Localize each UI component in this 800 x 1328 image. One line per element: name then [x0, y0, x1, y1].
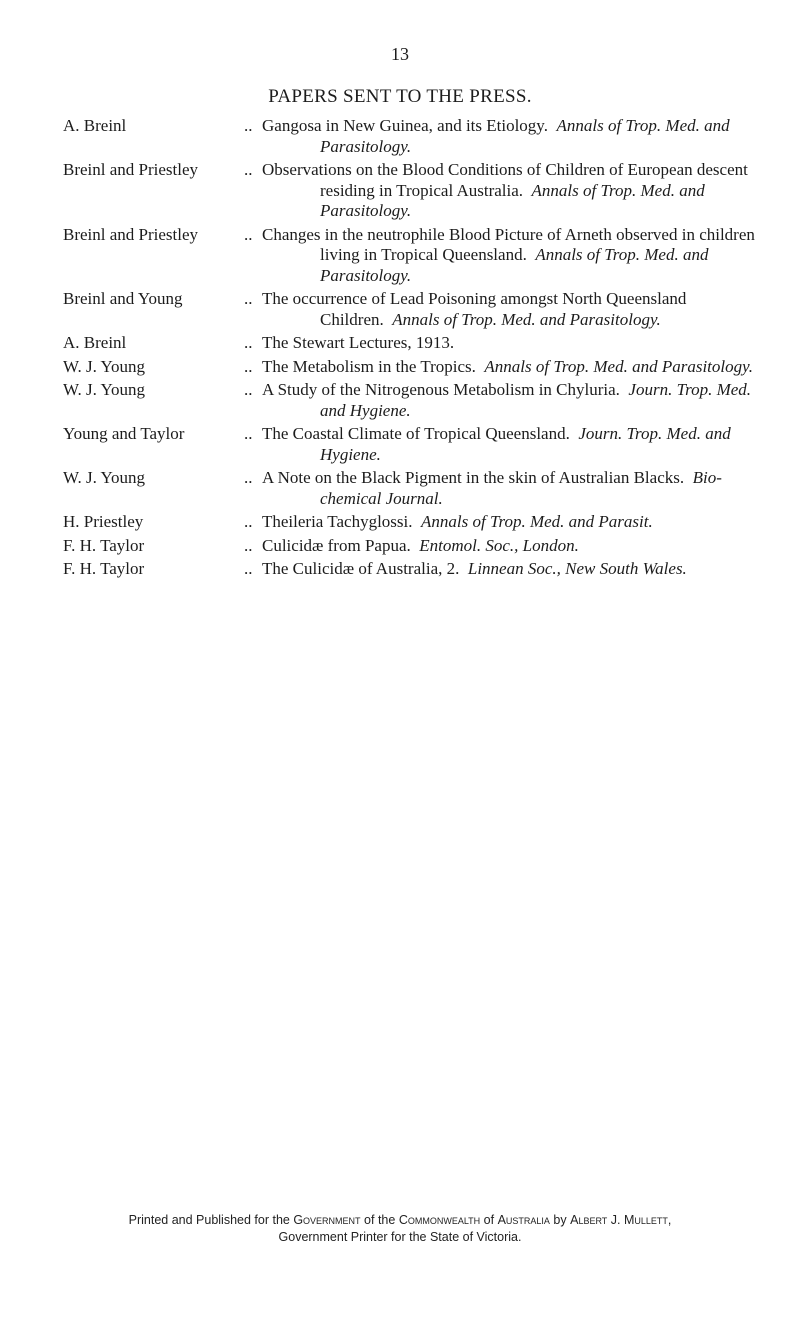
list-item: [63, 536, 773, 557]
list-item: [63, 289, 773, 330]
entry-paper: [262, 559, 773, 580]
entry-author: W. J. Young: [63, 356, 146, 376]
imprint-commonwealth: Commonwealth: [398, 1213, 481, 1227]
page-heading: PAPERS SENT TO THE PRESS.: [268, 86, 532, 107]
entry-paper: [262, 289, 773, 330]
entry-journal: Annals of Trop. Med. and Parasitology.: [320, 245, 709, 285]
entry-author: Young and Taylor: [63, 424, 185, 443]
entry-journal: Annals of Trop. Med. and Parasitology.: [320, 180, 705, 220]
entry-paper: [262, 160, 773, 222]
printer-imprint: [0, 1212, 800, 1246]
list-item: [63, 559, 773, 580]
leader-dots: ..: [244, 380, 253, 399]
entry-author-cell: [63, 160, 262, 222]
list-item: [63, 333, 773, 354]
list-item: [63, 424, 773, 465]
entry-title: Culicidæ from Papua.: [262, 535, 411, 555]
entry-title: The occurrence of Lead Poisoning amongst North Queensland Children.: [262, 289, 687, 329]
entry-journal: Bio-chemical Journal.: [320, 468, 722, 508]
leader-dots: ..: [244, 535, 253, 555]
entry-title: A Note on the Black Pigment in the skin of Australian Blacks.: [262, 468, 685, 487]
list-item: [63, 225, 773, 287]
entry-author-cell: [63, 357, 262, 378]
entry-journal: Entomol. Soc., London.: [419, 535, 579, 555]
leader-dots: ..: [244, 512, 253, 531]
entry-journal: Annals of Trop. Med. and Parasit.: [421, 512, 653, 531]
entry-author: Breinl and Priestley: [63, 160, 199, 179]
page-number: 13: [391, 44, 409, 64]
entry-title: Theileria Tachyglossi.: [262, 512, 413, 531]
entry-title: The Stewart Lectures, 1913.: [262, 333, 455, 352]
entry-paper: [262, 357, 773, 378]
entry-title: A Study of the Nitrogenous Metabolism in Chyluria.: [262, 380, 620, 399]
entry-author: Breinl and Young: [63, 289, 183, 308]
entry-author-cell: [63, 333, 262, 354]
list-item: [63, 116, 773, 157]
list-item: [63, 160, 773, 222]
entry-paper: [262, 225, 773, 287]
entry-author: Breinl and Priestley: [63, 224, 199, 244]
entry-journal: Linnean Soc., New South Wales.: [467, 559, 687, 578]
entry-journal: Journ. Trop. Med. and Hygiene.: [320, 380, 752, 420]
entry-author: A. Breinl: [63, 333, 127, 352]
leader-dots: ..: [244, 289, 253, 308]
papers-list: [63, 116, 773, 583]
entry-title: Observations on the Blood Conditions of Children of European descent residing in Tropical Australia.: [262, 160, 748, 200]
entry-author-cell: [63, 380, 262, 421]
entry-author-cell: [63, 468, 262, 509]
list-item: [63, 468, 773, 509]
entry-title: Gangosa in New Guinea, and its Etiology.: [262, 116, 548, 135]
leader-dots: ..: [244, 468, 253, 487]
entry-title: The Coastal Climate of Tropical Queensland.: [262, 424, 570, 443]
entry-paper: [262, 424, 773, 465]
entry-author: F. H. Taylor: [63, 559, 145, 578]
entry-author-cell: [63, 424, 262, 465]
entry-paper: [262, 333, 773, 354]
list-item: [63, 512, 773, 533]
list-item: [63, 357, 773, 378]
leader-dots: ..: [244, 333, 253, 352]
leader-dots: ..: [244, 424, 253, 443]
imprint-printer-name: Albert J. Mullett,: [570, 1213, 672, 1227]
leader-dots: ..: [244, 356, 253, 376]
entry-author-cell: [63, 116, 262, 157]
entry-paper: [262, 116, 773, 157]
entry-title: Changes in the neutrophile Blood Picture of Arneth observed in children living in Tropical Queensland.: [262, 224, 755, 264]
entry-author: A. Breinl: [63, 116, 127, 135]
leader-dots: ..: [244, 116, 253, 135]
imprint-line-2: Government Printer for the State of Victoria.: [278, 1230, 522, 1244]
entry-author: W. J. Young: [63, 468, 146, 487]
entry-paper: [262, 512, 773, 533]
entry-author: W. J. Young: [63, 380, 146, 399]
entry-author: H. Priestley: [63, 512, 144, 531]
imprint-government: Government: [293, 1213, 361, 1227]
entry-journal: Journ. Trop. Med. and Hygiene.: [320, 424, 731, 464]
imprint-of: of the: [364, 1213, 396, 1227]
imprint-prefix: Printed and Published for the: [128, 1213, 290, 1227]
entry-author: F. H. Taylor: [63, 535, 145, 555]
entry-journal: Annals of Trop. Med. and Parasitology.: [320, 116, 730, 156]
leader-dots: ..: [244, 224, 253, 244]
entry-title: The Metabolism in the Tropics.: [262, 356, 476, 376]
leader-dots: ..: [244, 559, 253, 578]
entry-author-cell: [63, 512, 262, 533]
entry-title: The Culicidæ of Australia, 2.: [262, 559, 460, 578]
entry-paper: [262, 380, 773, 421]
entry-paper: [262, 536, 773, 557]
entry-author-cell: [63, 289, 262, 330]
imprint-of: of: [483, 1213, 495, 1227]
imprint-by: by: [553, 1213, 567, 1227]
imprint-line-1: [0, 1212, 800, 1229]
entry-author-cell: [63, 225, 262, 287]
entry-author-cell: [63, 536, 262, 557]
imprint-australia: Australia: [497, 1213, 550, 1227]
list-item: [63, 380, 773, 421]
entry-paper: [262, 468, 773, 509]
entry-author-cell: [63, 559, 262, 580]
entry-journal: Annals of Trop. Med. and Parasitology.: [392, 309, 661, 329]
entry-journal: Annals of Trop. Med. and Parasitology.: [484, 356, 753, 376]
leader-dots: ..: [244, 160, 253, 179]
